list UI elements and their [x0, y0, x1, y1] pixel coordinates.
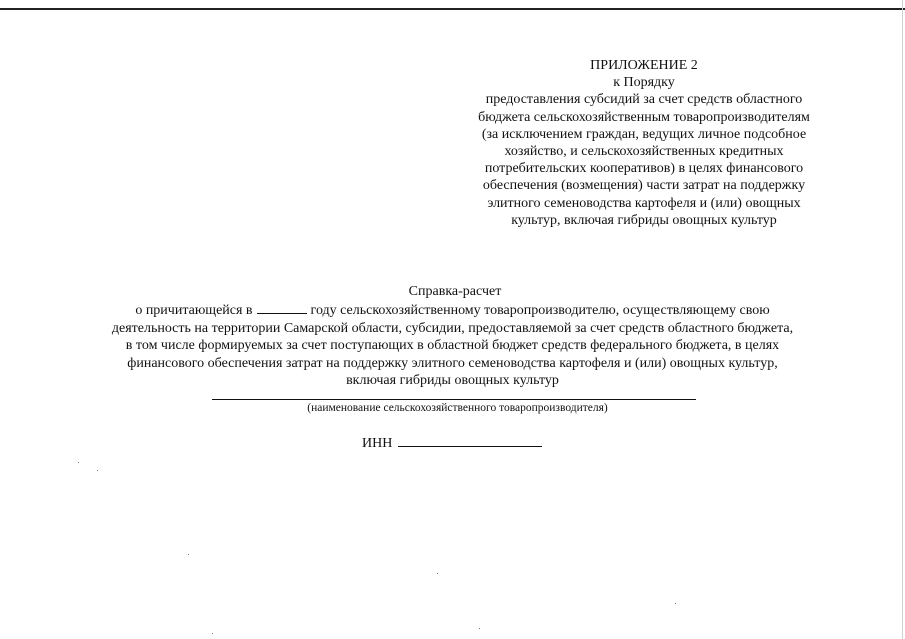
- appendix-line: (за исключением граждан, ведущих личное подсобное: [481, 126, 807, 142]
- document-title: Справка-расчет: [408, 284, 502, 299]
- scan-speck: [437, 573, 438, 574]
- scan-speck: [675, 603, 676, 604]
- appendix-line: предоставления субсидий за счет средств областного: [485, 92, 803, 108]
- year-blank-field: [257, 301, 307, 314]
- spravka-line-3: в том числе формируемых за счет поступающих в областной бюджет средств федерального бюджета, в целях: [125, 338, 780, 354]
- appendix-line: обеспечения (возмещения) части затрат на поддержку: [482, 178, 806, 194]
- appendix-line: хозяйство, и сельскохозяйственных кредитных: [504, 144, 784, 160]
- scan-speck: [97, 470, 98, 471]
- appendix-line: культур, включая гибриды овощных культур: [511, 212, 777, 228]
- scan-speck: [188, 554, 189, 555]
- appendix-line: элитного семеноводства картофеля и (или) овощных: [487, 195, 801, 211]
- scan-speck: [78, 462, 79, 463]
- appendix-title: ПРИЛОЖЕНИЕ 2: [590, 58, 698, 73]
- appendix-line: бюджета сельскохозяйственным товаропроизводителям: [478, 109, 810, 125]
- scan-speck: [479, 628, 480, 629]
- spravka-line-1: [0, 301, 905, 319]
- appendix-header: [456, 57, 832, 229]
- spravka-line-2: деятельность на территории Самарской области, субсидии, предоставляемой за счет средств областного бюджета,: [111, 320, 794, 336]
- spravka-line-1-start: о причитающейся в: [135, 303, 253, 319]
- inn-label: ИНН: [362, 436, 393, 451]
- producer-name-line: [212, 399, 696, 400]
- appendix-line: потребительских кооперативов) в целях финансового: [484, 161, 804, 177]
- producer-name-caption: [0, 401, 905, 415]
- inn-row: [362, 433, 542, 453]
- scan-speck: [212, 633, 213, 634]
- spravka-line-1-end: году сельскохозяйственному товаропроизводителю, осуществляющему свою: [310, 303, 770, 319]
- producer-name-caption-text: (наименование сельскохозяйственного товаропроизводителя): [307, 402, 608, 414]
- scan-top-border: [0, 8, 905, 10]
- spravka-line-4: финансового обеспечения затрат на поддержку элитного семеноводства картофеля и (или) овощных культур,: [127, 355, 778, 371]
- inn-blank-field: [398, 433, 542, 447]
- spravka-block: [0, 283, 905, 389]
- appendix-line: к Порядку: [613, 75, 675, 91]
- spravka-line-5: включая гибриды овощных культур: [346, 373, 559, 389]
